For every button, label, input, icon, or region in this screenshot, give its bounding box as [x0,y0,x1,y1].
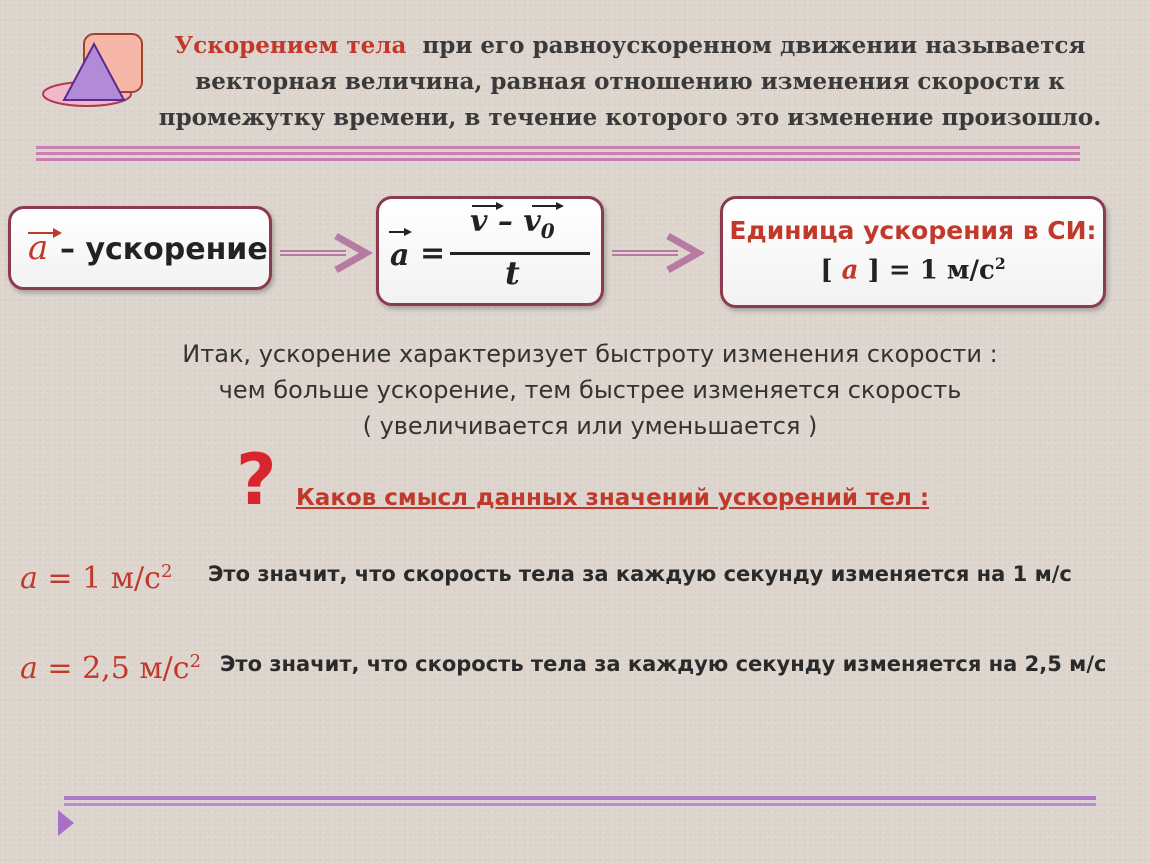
divider-bottom-2 [64,803,1096,806]
divider-top-1 [36,146,1080,149]
summary-line2: чем больше ускорение, тем быстрее изменяется скорость [218,376,962,404]
example-2-value: a = 2,5 $м/с^2$ [20,651,202,686]
divider-top-2 [36,152,1080,155]
logo-shapes-icon [40,30,150,110]
formula-equals: = [420,236,446,271]
example-1-meaning: Это значит, что скорость тела за каждую секунду изменяется на 1 м/с [208,562,1072,586]
divider-bottom-1 [64,796,1096,800]
right-arrow-icon [612,232,706,274]
definition-line3: промежутку времени, в течение которого это изменение произошло. [158,104,1102,131]
acceleration-label: – ускорение [60,232,268,267]
si-unit-box [720,196,1106,308]
example-1-value: a = 1 $м/с^2$ [20,561,173,596]
divider-top-3 [36,158,1080,161]
summary-line1: Итак, ускорение характеризует быстроту изменения скорости : [182,340,998,368]
fraction-bar [450,252,590,255]
question-mark-icon: ? [236,439,277,521]
question-text: Каков смысл данных значений ускорений тел : [296,485,930,511]
formula-numerator-subscript: 0 [540,219,555,243]
si-unit-symbol: a [841,255,859,286]
formula-denominator: t [505,254,520,292]
vector-arrow-icon [388,226,414,238]
acceleration-symbol: a [28,228,49,268]
si-unit-title: Единица ускорения в СИ: [729,216,1097,245]
definition-line1: при его равноускоренном движении называется [422,32,1086,59]
formula-numerator: v – $v_0$ [470,204,555,243]
definition-line2: векторная величина, равная отношению изменения скорости к [195,68,1065,95]
example-2-meaning: Это значит, что скорость тела за каждую секунду изменяется на 2,5 м/с [220,652,1107,676]
definition-text [140,28,1120,136]
right-arrow-icon [280,232,374,274]
definition-term: Ускорением тела [174,32,407,59]
si-unit-value: [ a ] = 1 $м/с^2$ [820,254,1006,286]
next-slide-arrow-icon[interactable] [56,808,76,838]
formula-lhs: a [390,238,410,273]
summary-line3: ( увеличивается или уменьшается ) [362,412,818,440]
